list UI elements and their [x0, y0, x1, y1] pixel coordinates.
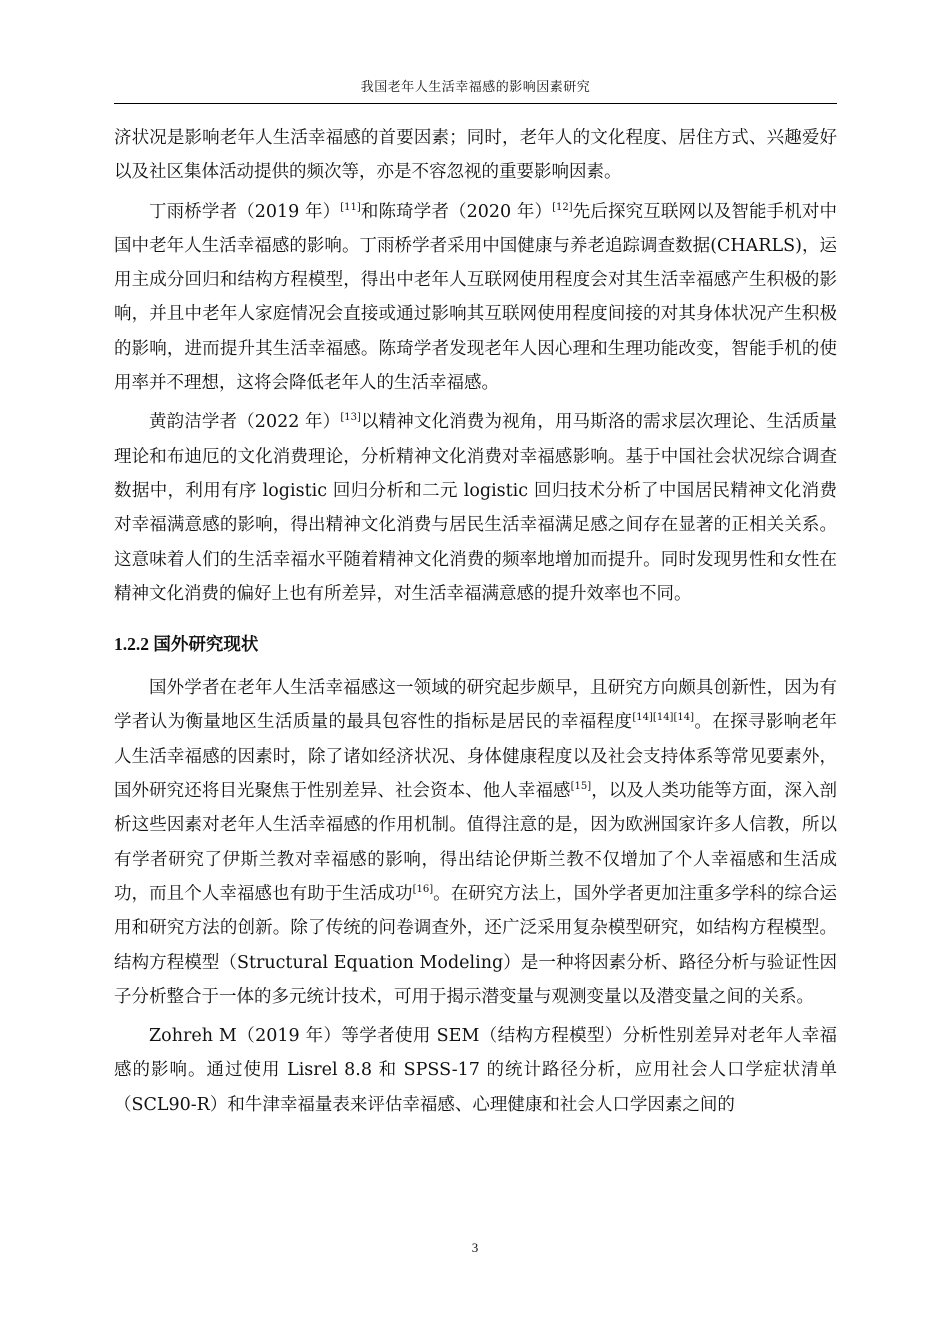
citation-ref[interactable]: [15]: [570, 781, 592, 793]
paragraph-text: 国外学者在老年人生活幸福感这一领域的研究起步颇早，且研究方向颇具创新性，因为有学者认为衡量地区生活质量的最具包容性的指标是居民的幸福程度: [114, 678, 837, 733]
header-divider: [114, 103, 837, 104]
paragraph-foreign-research: [114, 671, 837, 1014]
paragraph-continuation: 济状况是影响老年人生活幸福感的首要因素；同时，老年人的文化程度、居住方式、兴趣爱好以及社区集体活动提供的频次等，亦是不容忽视的重要影响因素。: [114, 128, 837, 183]
citation-ref[interactable]: [14][14][14]: [632, 712, 694, 724]
paragraph-text: 先后探究互联网以及智能手机对中国中老年人生活幸福感的影响。丁雨桥学者采用中国健康与养老追踪调查数据(CHARLS)，运用主成分回归和结构方程模型，得出中老年人互联网使用程度会对其生活幸福感产生积极的影响，并且中老年人家庭情况会直接或通过影响其互联网使用程度间接的对其身体状况产生积极的影响，进而提升其生活幸福感。陈琦学者发现老年人因心理和生理功能改变，智能手机的使用率并不理想，这将会降低老年人的生活幸福感。: [114, 201, 837, 394]
paragraph-text: 黄韵洁学者（2022 年）: [149, 412, 341, 433]
paragraph-zohreh: Zohreh M（2019 年）等学者使用 SEM（结构方程模型）分析性别差异对老年人幸福感的影响。通过使用 Lisrel 8.8 和 SPSS-17 的统计路径分析，应用社会人口学症状清单（SCL90-R）和牛津幸福量表来评估幸福感、心理健康和社会人口学因素之间的: [114, 1026, 837, 1115]
paragraph-text: ，以及人类功能等方面，深入剖析这些因素对老年人生活幸福感的作用机制。值得注意的是，因为欧洲国家许多人信教，所以有学者研究了伊斯兰教对幸福感的影响，得出结论伊斯兰教不仅增加了个人幸福感和生活成功，而且个人幸福感也有助于生活成功: [114, 781, 838, 904]
citation-ref[interactable]: [13]: [340, 412, 361, 424]
paragraph-text: 丁雨桥学者（2019 年）: [149, 201, 341, 222]
body-text: [114, 121, 837, 1122]
citation-ref[interactable]: [12]: [552, 201, 573, 213]
citation-ref[interactable]: [11]: [340, 201, 361, 213]
section-heading: 1.2.2 国外研究现状: [114, 634, 259, 655]
paragraph-ding-chen: [114, 195, 837, 401]
paragraph-huang: [114, 405, 837, 611]
citation-ref[interactable]: [16]: [412, 883, 434, 895]
paragraph-text: 。在探寻影响老年人生活幸福感的因素时，除了诸如经济状况、身体健康程度以及社会支持体系等常见要素外，国外研究还将目光聚焦于性别差异、社会资本、他人幸福感: [114, 712, 838, 802]
running-header: 我国老年人生活幸福感的影响因素研究: [360, 80, 591, 95]
paragraph-text: 和陈琦学者（2020 年）: [360, 201, 553, 222]
paragraph-text: 。在研究方法上，国外学者更加注重多学科的综合运用和研究方法的创新。除了传统的问卷调查外，还广泛采用复杂模型研究，如结构方程模型。结构方程模型（Structural Equation Modeling）是一种将因素分析、路径分析与验证性因子分析整合于一体的多元统计技术，可用于揭示潜变量与观测变量以及潜变量之间的关系。: [114, 883, 838, 1007]
paragraph-text: 以精神文化消费为视角，用马斯洛的需求层次理论、生活质量理论和布迪厄的文化消费理论，分析精神文化消费对幸福感影响。基于中国社会状况综合调查数据中，利用有序 logistic 回归分析和二元 logistic 回归技术分析了中国居民精神文化消费对幸福满意感的影响，得出精神文化消费与居民生活幸福满足感之间存在显著的正相关关系。这意味着人们的生活幸福水平随着精神文化消费的频率地增加而提升。同时发现男性和女性在精神文化消费的偏好上也有所差异，对生活幸福满意感的提升效率也不同。: [114, 412, 838, 604]
page-number: 3: [471, 1240, 479, 1255]
